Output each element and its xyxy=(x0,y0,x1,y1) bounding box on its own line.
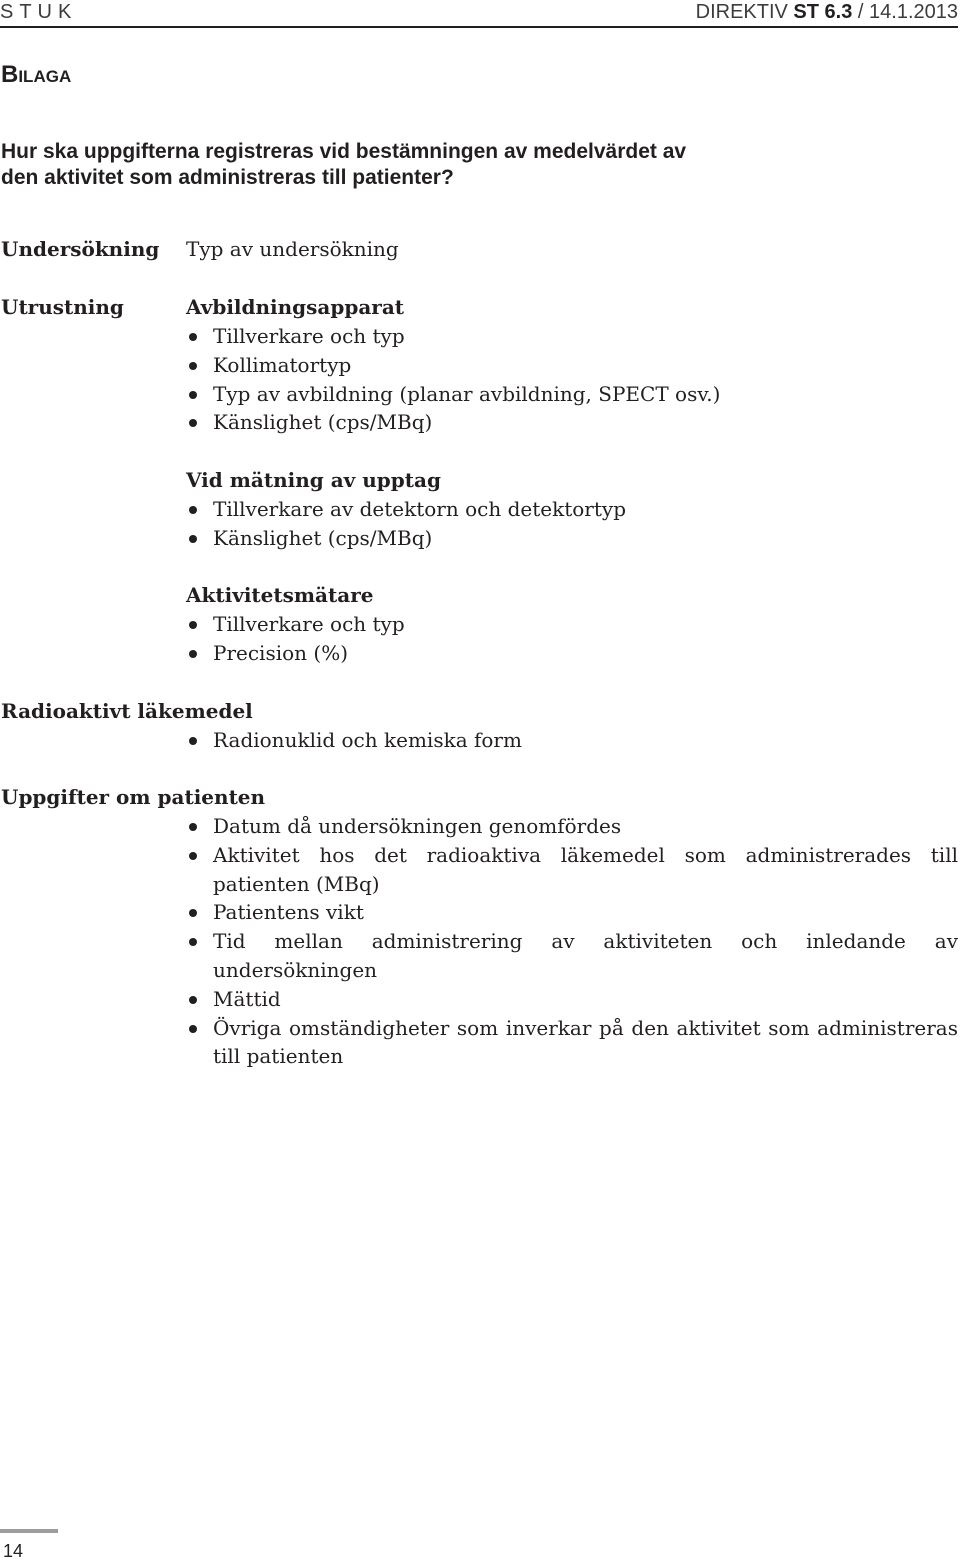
row-text-undersokning: Typ av undersökning xyxy=(186,237,399,261)
directive-date: / 14.1.2013 xyxy=(852,1,958,23)
footer-rule xyxy=(0,1529,58,1533)
row-label-uppgifter-om-patienten: Uppgifter om patienten xyxy=(1,785,266,809)
list-matning-av-upptag xyxy=(186,495,626,553)
row-label-radioaktivt-lakemedel: Radioaktivt läkemedel xyxy=(1,699,253,723)
list-avbildningsapparat xyxy=(186,322,720,437)
directive-code: ST 6.3 xyxy=(793,1,853,23)
list-item: Typ av avbildning (planar avbildning, SPECT osv.) xyxy=(186,380,720,409)
list-item: Precision (%) xyxy=(186,639,405,668)
section-title: Bilaga xyxy=(1,61,72,88)
group-title-avbildningsapparat: Avbildningsapparat xyxy=(186,295,405,319)
list-item: Radionuklid och kemiska form xyxy=(186,726,522,755)
list-item: Patientens vikt xyxy=(186,898,958,927)
page-number: 14 xyxy=(3,1541,24,1561)
list-item: Övriga omständigheter som inverkar på den aktivitet som administreras till patienten xyxy=(186,1014,958,1072)
list-item: Känslighet (cps/MBq) xyxy=(186,408,720,437)
organization-name: STUK xyxy=(0,1,78,23)
directive-reference xyxy=(696,0,958,24)
list-radioaktivt-lakemedel xyxy=(186,726,522,755)
group-title-matning-av-upptag: Vid mätning av upptag xyxy=(186,468,441,492)
list-uppgifter-om-patienten xyxy=(186,812,958,1071)
list-aktivitetsmatare xyxy=(186,610,405,668)
list-item: Aktivitet hos det radioaktiva läkemedel som administrerades till patienten (MBq) xyxy=(186,841,958,899)
list-item: Tillverkare och typ xyxy=(186,610,405,639)
list-item: Känslighet (cps/MBq) xyxy=(186,524,626,553)
list-item: Tid mellan administrering av aktiviteten och inledande av undersökningen xyxy=(186,927,958,985)
row-label-undersokning: Undersökning xyxy=(1,237,160,261)
list-item: Mättid xyxy=(186,985,958,1014)
row-label-utrustning: Utrustning xyxy=(1,295,124,319)
list-item: Tillverkare av detektorn och detektortyp xyxy=(186,495,626,524)
running-header xyxy=(0,0,958,28)
list-item: Tillverkare och typ xyxy=(186,322,720,351)
group-title-aktivitetsmatare: Aktivitetsmätare xyxy=(186,583,374,607)
question-heading: Hur ska uppgifterna registreras vid bestämningen av medelvärdet av den aktivitet som administreras till patienter? xyxy=(1,140,687,189)
directive-prefix: DIREKTIV xyxy=(695,1,794,23)
list-item: Datum då undersökningen genomfördes xyxy=(186,812,958,841)
list-item: Kollimatortyp xyxy=(186,351,720,380)
